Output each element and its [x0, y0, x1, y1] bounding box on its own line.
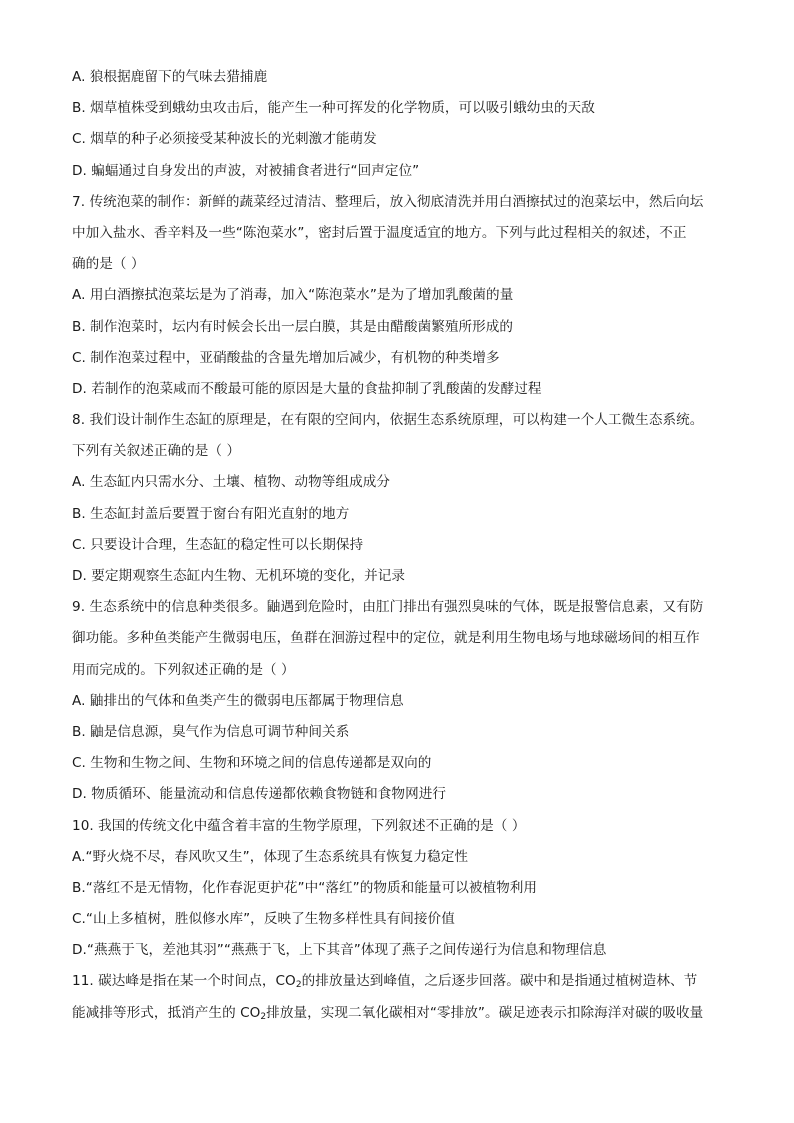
option-d: D. 要定期观察生态缸内生物、无机环境的变化，并记录 [72, 568, 406, 584]
option-b: B. 制作泡菜时，坛内有时候会长出一层白膜，其是由醋酸菌繁殖所形成的 [72, 318, 514, 335]
option-a: A. 用白酒擦拭泡菜坛是为了消毒，加入“陈泡菜水”是为了增加乳酸菌的量 [72, 287, 514, 304]
option-d: D. 物质循环、能量流动和信息传递都依赖食物链和食物网进行 [72, 786, 446, 803]
text-line: D. 蝙蝠通过自身发出的声波，对被捕食者进行“回声定位” [72, 162, 420, 179]
text-segment: 能减排等形式，抵消产生的 CO [72, 1004, 261, 1021]
text-line: A. 狼根据鹿留下的气味去猎捕鹿 [72, 69, 268, 85]
question-9-line: 用而完成的。下列叙述正确的是（ ） [72, 661, 295, 678]
option-c: C. 生物和生物之间、生物和环境之间的信息传递都是双向的 [72, 755, 432, 772]
exam-page [72, 62, 732, 1029]
option-b: B. 鼬是信息源，臭气作为信息可调节种间关系 [72, 723, 350, 740]
text-segment: 的排放量达到峰值，之后逐步回落。碳中和是指通过植树造林、节 [301, 973, 698, 990]
question-8-line: 下列有关叙述正确的是（ ） [72, 443, 241, 460]
question-9-line: 9. 生态系统中的信息种类很多。鼬遇到危险时，由肛门排出有强烈臭味的气体，既是报警信息素，又有防 [72, 599, 704, 616]
option-b: B. 生态缸封盖后要置于窗台有阳光直射的地方 [72, 505, 350, 522]
option-a: A.“野火烧不尽，春风吹又生”，体现了生态系统具有恢复力稳定性 [72, 848, 469, 865]
question-8-line: 8. 我们设计制作生态缸的原理是，在有限的空间内，依据生态系统原理，可以构建一个人工微生态系统。 [72, 412, 704, 429]
option-c: C. 制作泡菜过程中，亚硝酸盐的含量先增加后减少，有机物的种类增多 [72, 349, 500, 366]
question-11-line [72, 966, 732, 997]
text-segment: 11. 碳达峰是指在某一个时间点，CO [72, 973, 296, 990]
question-11-line [72, 998, 732, 1029]
option-d: D.“燕燕于飞，差池其羽”“燕燕于飞，上下其音”体现了燕子之间传递行为信息和物理信息 [72, 942, 607, 959]
option-d: D. 若制作的泡菜咸而不酸最可能的原因是大量的食盐抑制了乳酸菌的发酵过程 [72, 380, 542, 397]
text-line: C. 烟草的种子必须接受某种波长的光刺激才能萌发 [72, 131, 377, 148]
option-a: A. 鼬排出的气体和鱼类产生的微弱电压都属于物理信息 [72, 692, 404, 709]
text-line: B. 烟草植株受到蛾幼虫攻击后，能产生一种可挥发的化学物质，可以吸引蛾幼虫的天敌 [72, 100, 595, 117]
question-9-line: 御功能。多种鱼类能产生微弱电压，鱼群在洄游过程中的定位，就是利用生物电场与地球磁场间的相互作 [72, 630, 700, 647]
text-segment: 排放量，实现二氧化碳相对“零排放”。碳足迹表示扣除海洋对碳的吸收量 [266, 1004, 704, 1021]
question-7-line: 中加入盐水、香辛料及一些“陈泡菜水”，密封后置于温度适宜的地方。下列与此过程相关的叙述，不正 [72, 224, 687, 241]
question-7-line: 确的是（ ） [72, 256, 145, 273]
subscript: 2 [295, 980, 302, 991]
option-c: C.“山上多植树，胜似修水库”，反映了生物多样性具有间接价值 [72, 911, 455, 928]
option-c: C. 只要设计合理，生态缸的稳定性可以长期保持 [72, 536, 364, 553]
subscript: 2 [260, 1011, 267, 1022]
option-b: B.“落红不是无情物，化作春泥更护花”中“落红”的物质和能量可以被植物利用 [72, 879, 538, 896]
option-a: A. 生态缸内只需水分、土壤、植物、动物等组成成分 [72, 474, 391, 491]
question-10-line: 10. 我国的传统文化中蕴含着丰富的生物学原理，下列叙述不正确的是（ ） [72, 817, 526, 834]
question-7-line: 7. 传统泡菜的制作：新鲜的蔬菜经过清洁、整理后，放入彻底清洗并用白酒擦拭过的泡菜坛中，然后向坛 [72, 193, 704, 210]
